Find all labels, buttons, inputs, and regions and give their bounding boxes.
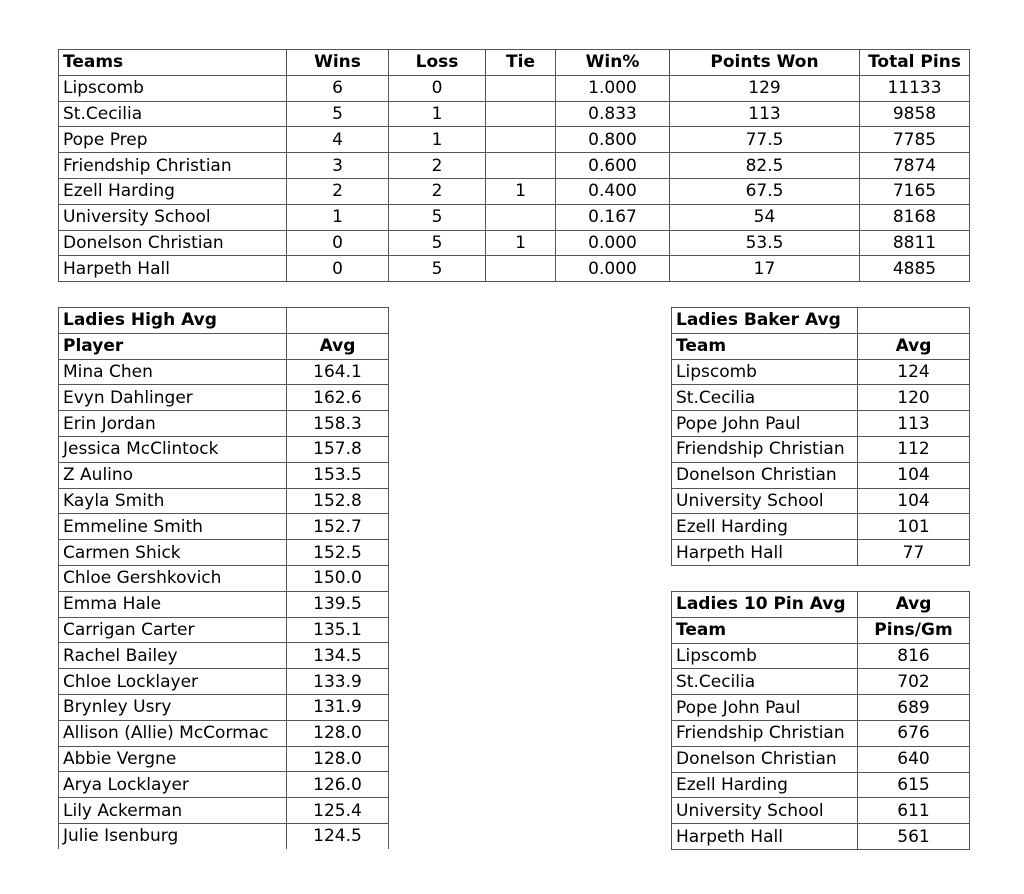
ladies-10-pin-avg-table bbox=[671, 591, 970, 850]
table-cell: 5 bbox=[389, 230, 486, 256]
table-cell: 816 bbox=[858, 643, 970, 669]
table-cell: Friendship Christian bbox=[672, 436, 858, 462]
table-title-row bbox=[672, 592, 970, 618]
table-cell: 131.9 bbox=[287, 694, 389, 720]
table-cell: 113 bbox=[670, 101, 860, 127]
table-row bbox=[59, 385, 389, 411]
table-cell: 164.1 bbox=[287, 359, 389, 385]
table-cell: University School bbox=[672, 488, 858, 514]
table-row bbox=[59, 101, 970, 127]
table-cell: 153.5 bbox=[287, 462, 389, 488]
table-row bbox=[672, 359, 970, 385]
table-cell: Emma Hale bbox=[59, 591, 287, 617]
table-row bbox=[59, 823, 389, 848]
table-cell: 4 bbox=[287, 127, 389, 153]
table-cell: 157.8 bbox=[287, 436, 389, 462]
header-row bbox=[59, 50, 970, 76]
table-cell: 11133 bbox=[860, 75, 970, 101]
table-title-right: Avg bbox=[858, 592, 970, 618]
table-cell: 104 bbox=[858, 488, 970, 514]
table-row bbox=[672, 720, 970, 746]
table-cell: 104 bbox=[858, 462, 970, 488]
table-row bbox=[672, 514, 970, 540]
standings-table bbox=[58, 49, 970, 282]
table-cell: Donelson Christian bbox=[672, 746, 858, 772]
table-cell: Ezell Harding bbox=[672, 514, 858, 540]
table-cell: Erin Jordan bbox=[59, 411, 287, 437]
table-cell: Friendship Christian bbox=[672, 720, 858, 746]
table-row bbox=[672, 824, 970, 850]
table-cell: 135.1 bbox=[287, 617, 389, 643]
table-cell: 0.167 bbox=[556, 204, 670, 230]
table-row bbox=[672, 488, 970, 514]
table-cell: Lipscomb bbox=[672, 643, 858, 669]
table-cell: 134.5 bbox=[287, 643, 389, 669]
table-cell: Brynley Usry bbox=[59, 694, 287, 720]
table-cell: 8811 bbox=[860, 230, 970, 256]
table-cell: 77 bbox=[858, 540, 970, 566]
table-cell: 0.000 bbox=[556, 256, 670, 282]
table-cell bbox=[486, 127, 556, 153]
column-header: Teams bbox=[59, 50, 287, 76]
table-cell: 124 bbox=[858, 359, 970, 385]
column-header: Total Pins bbox=[860, 50, 970, 76]
table-cell: 3 bbox=[287, 153, 389, 179]
table-cell: 139.5 bbox=[287, 591, 389, 617]
column-header: Win% bbox=[556, 50, 670, 76]
table-cell: 152.7 bbox=[287, 514, 389, 540]
table-row bbox=[59, 798, 389, 824]
table-title-row bbox=[672, 308, 970, 334]
table-cell: 101 bbox=[858, 514, 970, 540]
table-cell: Friendship Christian bbox=[59, 153, 287, 179]
table-cell: 0 bbox=[287, 256, 389, 282]
table-cell: Julie Isenburg bbox=[59, 823, 287, 848]
table-cell: 0.833 bbox=[556, 101, 670, 127]
table-cell: 53.5 bbox=[670, 230, 860, 256]
table-cell: 8168 bbox=[860, 204, 970, 230]
ladies-high-avg-table bbox=[58, 307, 389, 849]
table-row bbox=[59, 669, 389, 695]
table-cell: 128.0 bbox=[287, 746, 389, 772]
table-cell: Carrigan Carter bbox=[59, 617, 287, 643]
table-cell: 152.8 bbox=[287, 488, 389, 514]
table-row bbox=[672, 798, 970, 824]
table-cell: Evyn Dahlinger bbox=[59, 385, 287, 411]
table-cell: 1.000 bbox=[556, 75, 670, 101]
table-cell bbox=[486, 256, 556, 282]
column-header: Pins/Gm bbox=[858, 617, 970, 643]
table-row bbox=[59, 359, 389, 385]
table-cell: 0.800 bbox=[556, 127, 670, 153]
table-cell: 5 bbox=[389, 256, 486, 282]
table-cell: 158.3 bbox=[287, 411, 389, 437]
table-cell: 6 bbox=[287, 75, 389, 101]
table-cell: 4885 bbox=[860, 256, 970, 282]
table-cell bbox=[486, 101, 556, 127]
table-cell: 0 bbox=[287, 230, 389, 256]
table-cell bbox=[486, 204, 556, 230]
table-cell: 129 bbox=[670, 75, 860, 101]
table-cell: 1 bbox=[486, 230, 556, 256]
table-cell: St.Cecilia bbox=[672, 385, 858, 411]
table-cell: 77.5 bbox=[670, 127, 860, 153]
table-cell: 120 bbox=[858, 385, 970, 411]
table-cell: 82.5 bbox=[670, 153, 860, 179]
table-row bbox=[59, 436, 389, 462]
table-row bbox=[59, 772, 389, 798]
ladies-baker-avg-table bbox=[671, 307, 970, 566]
empty-cell bbox=[858, 308, 970, 334]
table-cell: Rachel Bailey bbox=[59, 643, 287, 669]
table-row bbox=[672, 643, 970, 669]
table-cell: 689 bbox=[858, 695, 970, 721]
table-cell: 7874 bbox=[860, 153, 970, 179]
table-cell: Harpeth Hall bbox=[672, 824, 858, 850]
table-cell: 128.0 bbox=[287, 720, 389, 746]
table-row bbox=[672, 695, 970, 721]
table-cell: 1 bbox=[287, 204, 389, 230]
table-cell: Abbie Vergne bbox=[59, 746, 287, 772]
table-cell: 125.4 bbox=[287, 798, 389, 824]
table-cell: 1 bbox=[389, 127, 486, 153]
table-cell: 112 bbox=[858, 436, 970, 462]
column-header: Loss bbox=[389, 50, 486, 76]
table-cell: Kayla Smith bbox=[59, 488, 287, 514]
table-row bbox=[59, 153, 970, 179]
table-cell: 676 bbox=[858, 720, 970, 746]
table-cell: St.Cecilia bbox=[59, 101, 287, 127]
table-cell: Mina Chen bbox=[59, 359, 287, 385]
column-header: Tie bbox=[486, 50, 556, 76]
column-header: Points Won bbox=[670, 50, 860, 76]
table-cell: 2 bbox=[389, 153, 486, 179]
table-cell: 7165 bbox=[860, 178, 970, 204]
table-cell: 0.600 bbox=[556, 153, 670, 179]
table-cell: Chloe Locklayer bbox=[59, 669, 287, 695]
table-cell: 615 bbox=[858, 772, 970, 798]
table-row bbox=[59, 746, 389, 772]
table-title-row bbox=[59, 308, 389, 334]
table-cell: 54 bbox=[670, 204, 860, 230]
table-row bbox=[672, 772, 970, 798]
table-row bbox=[59, 617, 389, 643]
table-cell: 5 bbox=[389, 204, 486, 230]
empty-cell bbox=[287, 308, 389, 334]
table-row bbox=[672, 669, 970, 695]
table-cell: 7785 bbox=[860, 127, 970, 153]
table-cell: University School bbox=[672, 798, 858, 824]
table-cell: Donelson Christian bbox=[672, 462, 858, 488]
column-header: Avg bbox=[858, 333, 970, 359]
table-row bbox=[59, 694, 389, 720]
column-header: Team bbox=[672, 333, 858, 359]
table-cell: 152.5 bbox=[287, 540, 389, 566]
table-cell: 133.9 bbox=[287, 669, 389, 695]
table-row bbox=[59, 178, 970, 204]
header-row bbox=[672, 617, 970, 643]
table-row bbox=[59, 565, 389, 591]
table-title: Ladies Baker Avg bbox=[672, 308, 858, 334]
table-cell: St.Cecilia bbox=[672, 669, 858, 695]
table-row bbox=[59, 591, 389, 617]
table-cell: 1 bbox=[389, 101, 486, 127]
table-row bbox=[59, 230, 970, 256]
table-cell: 561 bbox=[858, 824, 970, 850]
table-cell: Lipscomb bbox=[672, 359, 858, 385]
column-header: Player bbox=[59, 333, 287, 359]
table-cell: 0 bbox=[389, 75, 486, 101]
table-cell: 2 bbox=[287, 178, 389, 204]
table-cell: 162.6 bbox=[287, 385, 389, 411]
table-cell: 113 bbox=[858, 411, 970, 437]
table-cell: Arya Locklayer bbox=[59, 772, 287, 798]
table-row bbox=[672, 436, 970, 462]
header-row bbox=[672, 333, 970, 359]
table-cell: 67.5 bbox=[670, 178, 860, 204]
table-cell: 9858 bbox=[860, 101, 970, 127]
table-row bbox=[672, 746, 970, 772]
table-cell: Ezell Harding bbox=[59, 178, 287, 204]
table-cell: Lipscomb bbox=[59, 75, 287, 101]
table-cell: 5 bbox=[287, 101, 389, 127]
table-row bbox=[59, 643, 389, 669]
table-cell: 126.0 bbox=[287, 772, 389, 798]
table-cell: Harpeth Hall bbox=[59, 256, 287, 282]
table-cell: Ezell Harding bbox=[672, 772, 858, 798]
column-header: Team bbox=[672, 617, 858, 643]
table-row bbox=[59, 127, 970, 153]
table-cell: Emmeline Smith bbox=[59, 514, 287, 540]
header-row bbox=[59, 333, 389, 359]
table-title: Ladies 10 Pin Avg bbox=[672, 592, 858, 618]
table-row bbox=[672, 540, 970, 566]
column-header: Wins bbox=[287, 50, 389, 76]
table-row bbox=[59, 514, 389, 540]
table-cell: 702 bbox=[858, 669, 970, 695]
table-row bbox=[672, 411, 970, 437]
table-cell: Pope John Paul bbox=[672, 411, 858, 437]
table-row bbox=[59, 204, 970, 230]
table-cell: Jessica McClintock bbox=[59, 436, 287, 462]
table-cell: Donelson Christian bbox=[59, 230, 287, 256]
table-cell: Pope John Paul bbox=[672, 695, 858, 721]
table-row bbox=[59, 411, 389, 437]
table-title: Ladies High Avg bbox=[59, 308, 287, 334]
table-row bbox=[59, 256, 970, 282]
table-cell: 640 bbox=[858, 746, 970, 772]
table-row bbox=[59, 462, 389, 488]
column-header: Avg bbox=[287, 333, 389, 359]
table-row bbox=[59, 540, 389, 566]
table-cell: 17 bbox=[670, 256, 860, 282]
table-cell: Z Aulino bbox=[59, 462, 287, 488]
table-cell: Carmen Shick bbox=[59, 540, 287, 566]
table-cell: 124.5 bbox=[287, 823, 389, 848]
table-cell: 0.400 bbox=[556, 178, 670, 204]
table-cell: 2 bbox=[389, 178, 486, 204]
table-cell: Allison (Allie) McCormac bbox=[59, 720, 287, 746]
table-row bbox=[672, 462, 970, 488]
table-row bbox=[59, 75, 970, 101]
table-cell: 0.000 bbox=[556, 230, 670, 256]
table-cell: Chloe Gershkovich bbox=[59, 565, 287, 591]
table-cell bbox=[486, 153, 556, 179]
table-cell: 1 bbox=[486, 178, 556, 204]
table-cell: 611 bbox=[858, 798, 970, 824]
table-cell: Pope Prep bbox=[59, 127, 287, 153]
table-cell bbox=[486, 75, 556, 101]
table-cell: Lily Ackerman bbox=[59, 798, 287, 824]
table-cell: 150.0 bbox=[287, 565, 389, 591]
table-row bbox=[59, 720, 389, 746]
table-row bbox=[672, 385, 970, 411]
table-cell: Harpeth Hall bbox=[672, 540, 858, 566]
table-cell: University School bbox=[59, 204, 287, 230]
table-row bbox=[59, 488, 389, 514]
